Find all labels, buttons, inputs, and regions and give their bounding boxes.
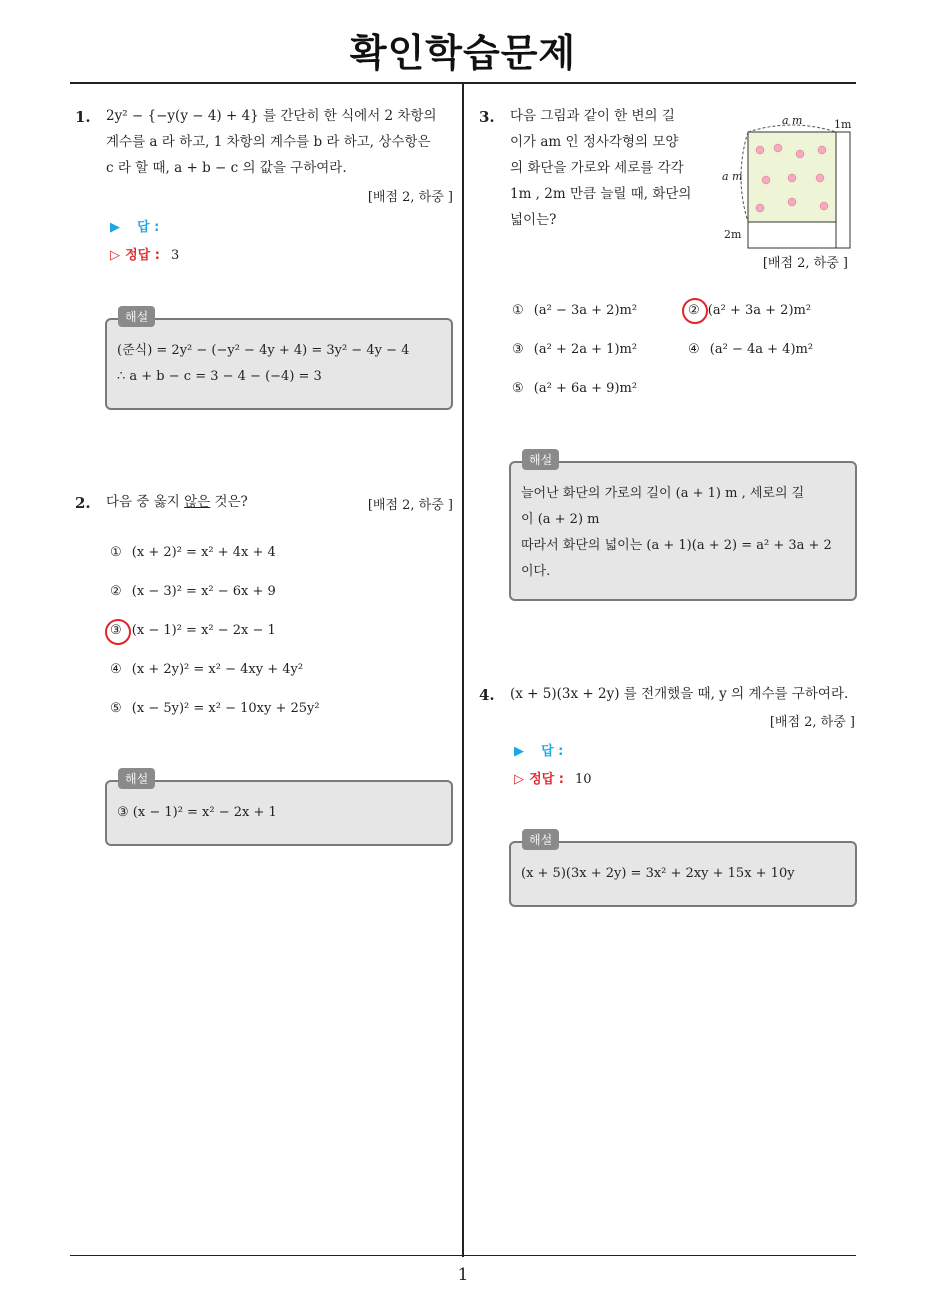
correct-label: 정답 : — [125, 248, 160, 263]
score-tag: [배점 2, 하중 ] — [367, 498, 453, 513]
question-text: (x + 5)(3x + 2y) 를 전개했을 때, y 의 계수를 구하여라. — [510, 686, 849, 702]
choice-mark: ③ — [110, 623, 122, 638]
correct-answer-row — [110, 244, 179, 263]
correct-answer-row — [514, 768, 592, 787]
choice-3[interactable] — [512, 342, 637, 357]
garden-figure — [722, 112, 858, 257]
solution-line: 이다. — [521, 564, 551, 579]
question-text-part: 다음 중 옳지 — [106, 494, 185, 510]
choice-text: (x − 5y)² = x² − 10xy + 25y² — [131, 701, 320, 716]
page-number: 1 — [457, 1265, 469, 1285]
choice-1[interactable] — [512, 303, 637, 318]
choice-text: (x − 1)² = x² − 2x − 1 — [131, 623, 276, 638]
answer-row — [110, 216, 159, 235]
question-text — [106, 103, 456, 181]
correct-label: 정답 : — [529, 772, 564, 787]
choice-mark: ① — [110, 545, 122, 560]
answer-label: 답 : — [541, 744, 564, 759]
choice-text: (a² − 4a + 4)m² — [709, 342, 814, 357]
answer-row — [514, 740, 563, 759]
solution-label: 해설 — [522, 449, 559, 470]
solution-box — [105, 780, 453, 846]
solution-line: 따라서 화단의 넓이는 (a + 1)(a + 2) = a² + 3a + 2 — [521, 538, 832, 553]
answer-arrow-icon: ▶ — [110, 220, 120, 235]
choice-mark: ⑤ — [110, 701, 122, 716]
solution-box — [105, 318, 453, 410]
choice-mark: ① — [512, 303, 524, 318]
solution-line: 이 (a + 2) m — [521, 512, 600, 527]
solution-box — [509, 461, 857, 601]
question-line: 2y² − {−y(y − 4) + 4} 를 간단히 한 식에서 2 차항의 — [106, 108, 437, 124]
choice-mark: ③ — [512, 342, 524, 357]
solution-line: ∴ a + b − c = 3 − 4 − (−4) = 3 — [117, 369, 322, 384]
choice-2[interactable] — [110, 584, 276, 599]
column-divider — [462, 83, 464, 1257]
question-number: 3. — [479, 108, 495, 126]
correct-value: 10 — [575, 772, 592, 787]
correct-arrow-icon: ▷ — [110, 248, 120, 263]
question-text-part: 것은? — [210, 494, 248, 510]
choice-5[interactable] — [512, 381, 637, 396]
choice-2[interactable] — [688, 303, 811, 318]
choice-mark: ④ — [688, 342, 700, 357]
solution-label: 해설 — [522, 829, 559, 850]
choice-4[interactable] — [110, 662, 303, 677]
fig-top-label: a m — [782, 114, 803, 127]
choice-text: (x + 2y)² = x² − 4xy + 4y² — [131, 662, 304, 677]
choice-5[interactable] — [110, 701, 320, 716]
score-tag: [배점 2, 하중 ] — [367, 190, 453, 205]
solution-line: 늘어난 화단의 가로의 길이 (a + 1) m , 세로의 길 — [521, 486, 805, 501]
question-line: c 라 할 때, a + b − c 의 값을 구하여라. — [106, 160, 347, 176]
choice-3[interactable] — [110, 623, 276, 638]
choice-text: (a² + 3a + 2)m² — [707, 303, 812, 318]
question-text — [106, 489, 248, 515]
solution-label: 해설 — [118, 306, 155, 327]
question-number: 2. — [75, 494, 91, 512]
correct-value: 3 — [171, 248, 180, 263]
question-line: 의 화단을 가로와 세로를 각각 — [510, 160, 684, 176]
fig-side-label: a m — [722, 170, 743, 183]
choice-text: (a² − 3a + 2)m² — [533, 303, 638, 318]
fig-two-label: 2m — [724, 228, 742, 241]
solution-line: ③ (x − 1)² = x² − 2x + 1 — [117, 805, 277, 820]
emphasis-text: 않은 — [184, 494, 211, 510]
choice-text: (x − 3)² = x² − 6x + 9 — [131, 584, 276, 599]
question-line: 넓이는? — [510, 212, 557, 228]
choice-text: (a² + 6a + 9)m² — [533, 381, 638, 396]
solution-box — [509, 841, 857, 907]
choice-mark: ② — [688, 303, 700, 318]
question-text — [510, 103, 730, 233]
page-title: 확인학습문제 — [349, 31, 577, 75]
answer-arrow-icon: ▶ — [514, 744, 524, 759]
score-tag: [배점 2, 하중 ] — [769, 715, 855, 730]
choice-1[interactable] — [110, 545, 276, 560]
footer-divider — [70, 1255, 856, 1256]
question-number: 1. — [75, 108, 91, 126]
fig-one-label: 1m — [834, 118, 852, 131]
solution-line: (x + 5)(3x + 2y) = 3x² + 2xy + 15x + 10y — [521, 866, 795, 881]
question-line: 계수를 a 라 하고, 1 차항의 계수를 b 라 하고, 상수항은 — [106, 134, 431, 150]
solution-label: 해설 — [118, 768, 155, 789]
question-line: 다음 그림과 같이 한 변의 길 — [510, 108, 675, 124]
question-line: 이가 am 인 정사각형의 모양 — [510, 134, 679, 150]
garden-diagram — [722, 112, 858, 257]
question-number: 4. — [479, 686, 495, 704]
correct-arrow-icon: ▷ — [514, 772, 524, 787]
question-line: 1m , 2m 만큼 늘릴 때, 화단의 — [510, 186, 692, 202]
answer-label: 답 : — [137, 220, 160, 235]
choice-mark: ④ — [110, 662, 122, 677]
choice-4[interactable] — [688, 342, 813, 357]
choice-mark: ⑤ — [512, 381, 524, 396]
choice-mark: ② — [110, 584, 122, 599]
solution-line: (준식) = 2y² − (−y² − 4y + 4) = 3y² − 4y − 4 — [117, 343, 410, 358]
score-tag: [배점 2, 하중 ] — [762, 256, 848, 271]
choice-text: (x + 2)² = x² + 4x + 4 — [131, 545, 276, 560]
choice-text: (a² + 2a + 1)m² — [533, 342, 638, 357]
